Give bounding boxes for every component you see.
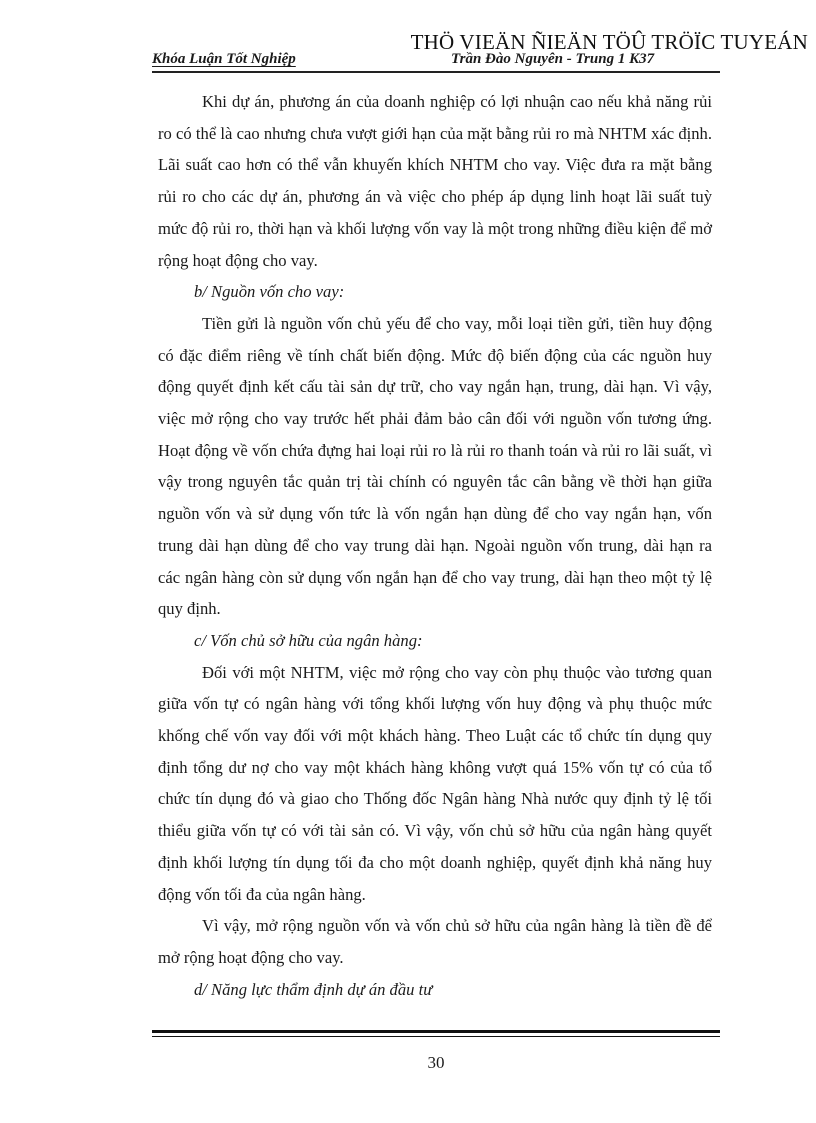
- paragraph-conclusion: Vì vậy, mở rộng nguồn vốn và vốn chủ sở hữu của ngân hàng là tiền đề để mở rộng hoạt động cho vay.: [158, 916, 712, 967]
- header-rule: [152, 71, 720, 73]
- footer-rule-thin: [152, 1036, 720, 1037]
- library-watermark: THÖ VIEÄN ÑIEÄN TÖÛ TRÖÏC TUYEÁN: [410, 30, 808, 54]
- section-heading-c: c/ Vốn chủ sở hữu của ngân hàng:: [194, 630, 423, 650]
- header-thesis-title: Khóa Luận Tốt Nghiệp: [152, 51, 296, 67]
- page-number: 30: [427, 1053, 445, 1072]
- page-header: [152, 48, 720, 70]
- footer-rule-thick: [152, 1030, 720, 1033]
- paragraph-equity: Đối với một NHTM, việc mở rộng cho vay còn phụ thuộc vào tương quan giữa vốn tự có ngân hàng với tổng khối lượng vốn huy động và phụ thuộc mức khống chế vốn vay đối với một khách hàng. Theo Luật các tổ chức tín dụng quy định tổng dư nợ cho vay một khách hàng không vượt quá 15% vốn tự có của tổ chức tín dụng đó và giao cho Thống đốc Ngân hàng Nhà nước quy định tỷ lệ tối thiểu giữa vốn tự có với tài sản có. Vì vậy, vốn chủ sở hữu của ngân hàng quyết định khối lượng tín dụng tối đa cho một doanh nghiệp, quyết định khả năng huy động vốn tối đa của ngân hàng.: [158, 662, 712, 904]
- header-author: Trần Đào Nguyên - Trung 1 K37: [451, 51, 655, 67]
- paragraph-loan-capital: Tiền gửi là nguồn vốn chủ yếu để cho vay, mỗi loại tiền gửi, tiền huy động có đặc điểm riêng về tính chất biến động. Mức độ biến động của các nguồn huy động quyết định kết cấu tài sản dự trữ, cho vay ngắn hạn, trung, dài hạn. Vì vậy, việc mở rộng cho vay trước hết phải đảm bảo cân đối với nguồn vốn tương ứng. Hoạt động về vốn chứa đựng hai loại rủi ro là rủi ro thanh toán và rủi ro lãi suất, vì vậy trong nguyên tắc quản trị tài chính có nguyên tắc cân bằng về thời hạn giữa nguồn vốn và sử dụng vốn tức là vốn ngắn hạn dùng để cho vay ngắn hạn, vốn trung dài hạn dùng để cho vay trung dài hạn. Ngoài nguồn vốn trung, dài hạn ra các ngân hàng còn sử dụng vốn ngắn hạn để cho vay trung, dài hạn theo một tỷ lệ quy định.: [158, 313, 712, 619]
- paragraph-risk-interest: Khi dự án, phương án của doanh nghiệp có lợi nhuận cao nếu khả năng rủi ro có thể là cao nhưng chưa vượt giới hạn của mặt bằng rủi ro mà NHTM xác định. Lãi suất cao hơn có thể vẫn khuyến khích NHTM cho vay. Việc đưa ra mặt bằng rủi ro cho các dự án, phương án và việc cho phép áp dụng linh hoạt lãi suất tuỳ mức độ rủi ro, thời hạn và khối lượng vốn vay là một trong những điều kiện để mở rộng hoạt động cho vay.: [158, 92, 712, 270]
- section-heading-b: b/ Nguồn vốn cho vay:: [194, 282, 345, 302]
- document-body: [158, 86, 712, 1005]
- section-heading-d: d/ Năng lực thẩm định dự án đầu tư: [194, 979, 433, 999]
